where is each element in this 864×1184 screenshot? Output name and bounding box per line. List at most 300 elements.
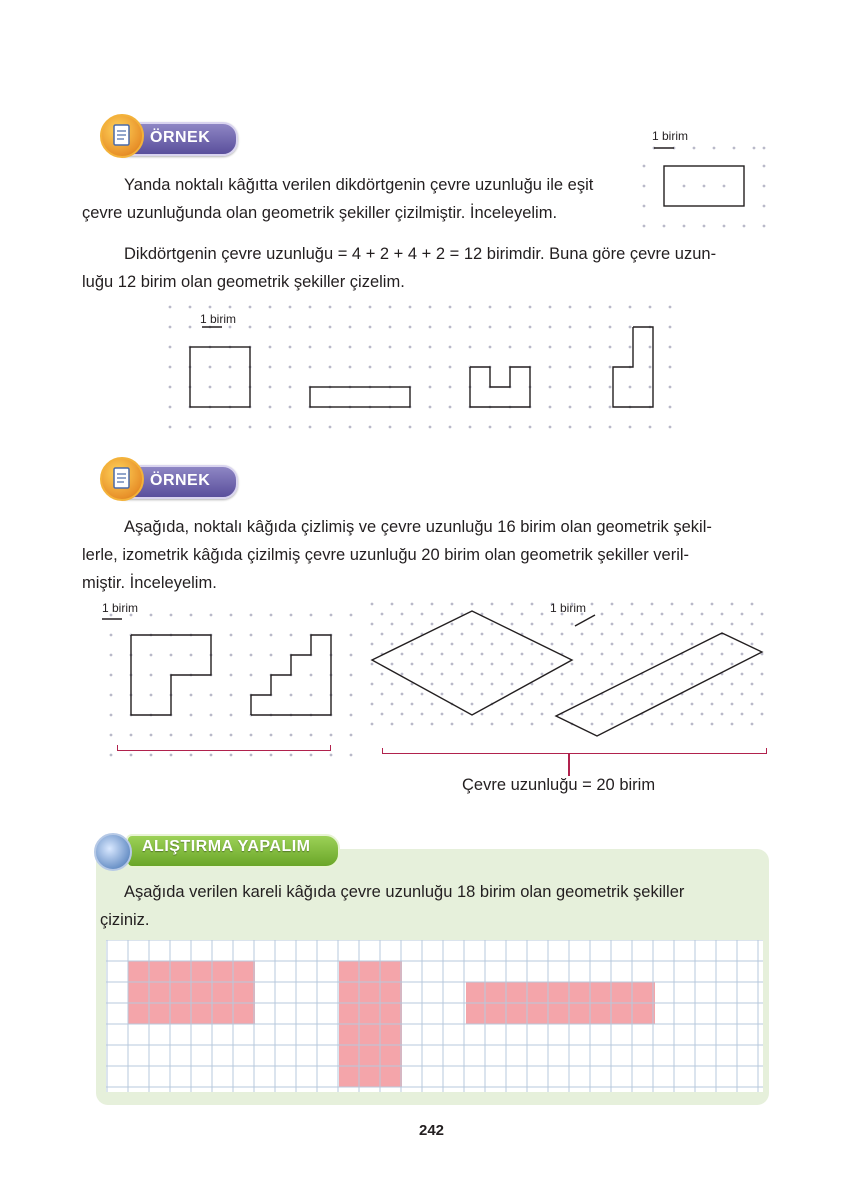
grid-dot <box>691 683 694 686</box>
grid-dot <box>449 346 452 349</box>
grid-dot <box>629 386 632 389</box>
grid-dot <box>250 634 253 637</box>
grid-dot <box>250 734 253 737</box>
grid-dot <box>389 366 392 369</box>
grid-dot <box>150 694 153 697</box>
grid-dot <box>481 693 484 696</box>
grid-dot <box>561 673 564 676</box>
grid-dot <box>110 694 113 697</box>
grid-dot <box>551 683 554 686</box>
grid-dot <box>529 306 532 309</box>
grid-dot <box>371 643 374 646</box>
grid-dot <box>609 406 612 409</box>
isometric-unit-label: 1 birim <box>550 601 587 615</box>
grid-dot <box>229 326 232 329</box>
grid-dot <box>631 703 634 706</box>
grid-dot <box>651 663 654 666</box>
grid-dot <box>549 406 552 409</box>
staircase-shape <box>251 635 331 715</box>
grid-dot <box>330 614 333 617</box>
grid-dot <box>290 734 293 737</box>
grid-dot <box>671 643 674 646</box>
grid-dot <box>671 623 674 626</box>
grid-dot <box>591 663 594 666</box>
grid-dot <box>371 623 374 626</box>
grid-dot <box>461 713 464 716</box>
grid-dot <box>551 703 554 706</box>
grid-dot <box>661 633 664 636</box>
grid-dot <box>691 603 694 606</box>
grid-dot <box>170 734 173 737</box>
long-rectangle-shape <box>310 387 410 407</box>
grid-dot <box>631 603 634 606</box>
grid-dot <box>190 754 193 757</box>
grid-dot <box>130 754 133 757</box>
grid-dot <box>649 426 652 429</box>
grid-dot <box>489 426 492 429</box>
grid-dot <box>209 366 212 369</box>
grid-dot <box>290 634 293 637</box>
grid-dot <box>611 663 614 666</box>
grid-dot <box>741 693 744 696</box>
grid-dot <box>651 643 654 646</box>
grid-dot <box>310 694 313 697</box>
grid-dot <box>711 683 714 686</box>
grid-dot <box>391 643 394 646</box>
grid-dot <box>461 693 464 696</box>
example-1-shapes-figure <box>160 300 690 440</box>
grid-dot <box>150 674 153 677</box>
example-2-text-line-3: miştir. İnceleyelim. <box>82 574 217 592</box>
grid-dot <box>601 653 604 656</box>
grid-dot <box>350 654 353 657</box>
grid-dot <box>591 603 594 606</box>
grid-dot <box>190 694 193 697</box>
grid-dot <box>369 346 372 349</box>
grid-dot <box>229 386 232 389</box>
grid-dot <box>110 754 113 757</box>
grid-dot <box>169 386 172 389</box>
grid-dot <box>270 614 273 617</box>
grid-dot <box>350 714 353 717</box>
grid-dot <box>589 326 592 329</box>
grid-dot <box>230 614 233 617</box>
grid-dot <box>330 734 333 737</box>
grid-dot <box>609 426 612 429</box>
grid-dot <box>449 406 452 409</box>
grid-dot <box>531 603 534 606</box>
grid-dot <box>661 613 664 616</box>
grid-dot <box>431 623 434 626</box>
grid-dot <box>681 633 684 636</box>
grid-dot <box>751 623 754 626</box>
grid-dot <box>371 703 374 706</box>
grid-dot <box>250 674 253 677</box>
grid-dot <box>569 386 572 389</box>
grid-dot <box>409 366 412 369</box>
grid-dot <box>511 663 514 666</box>
grid-dot <box>671 703 674 706</box>
grid-dot <box>541 713 544 716</box>
grid-dot <box>641 653 644 656</box>
grid-dot <box>531 623 534 626</box>
grid-dot <box>471 643 474 646</box>
grid-dot <box>421 693 424 696</box>
u-shape <box>470 367 530 407</box>
grid-dot <box>411 723 414 726</box>
grid-dot <box>461 673 464 676</box>
isometric-figure-bracket <box>382 748 767 754</box>
grid-dot <box>230 754 233 757</box>
square-grid-paper <box>106 940 763 1092</box>
grid-dot <box>671 683 674 686</box>
grid-dot <box>441 673 444 676</box>
grid-dot <box>509 306 512 309</box>
grid-dot <box>210 714 213 717</box>
grid-dot <box>189 326 192 329</box>
grid-dot <box>381 673 384 676</box>
grid-dot <box>329 346 332 349</box>
grid-dot <box>429 366 432 369</box>
isometric-dot-grid <box>371 603 764 726</box>
grid-dot <box>269 326 272 329</box>
grid-dot <box>701 633 704 636</box>
grid-dot <box>449 366 452 369</box>
grid-dot <box>110 674 113 677</box>
grid-dot <box>551 623 554 626</box>
l-block-shape <box>131 635 211 715</box>
grid-dot <box>411 663 414 666</box>
grid-dot <box>389 426 392 429</box>
grid-dot <box>671 603 674 606</box>
grid-dot <box>661 713 664 716</box>
grid-dot <box>409 426 412 429</box>
grid-dot <box>170 754 173 757</box>
grid-dot <box>381 633 384 636</box>
grid-dot <box>349 426 352 429</box>
grid-dot <box>731 663 734 666</box>
grid-dot <box>371 723 374 726</box>
grid-dot <box>601 633 604 636</box>
grid-dot <box>461 653 464 656</box>
grid-dot <box>451 603 454 606</box>
grid-dot <box>511 603 514 606</box>
grid-dot <box>561 693 564 696</box>
grid-dot <box>409 346 412 349</box>
grid-dot <box>569 406 572 409</box>
grid-dot <box>651 603 654 606</box>
example-1-text-line-1: Yanda noktalı kâğıtta verilen dikdörtgenin çevre uzunluğu ile eşit <box>124 176 594 194</box>
grid-dot <box>591 623 594 626</box>
clipboard-icon <box>100 114 144 158</box>
grid-dot <box>761 713 764 716</box>
grid-dot <box>489 326 492 329</box>
grid-dot <box>249 426 252 429</box>
grid-dot <box>589 306 592 309</box>
grid-dot <box>270 634 273 637</box>
grid-dot <box>391 663 394 666</box>
grid-dot <box>661 673 664 676</box>
example-2-text-line-1: Aşağıda, noktalı kâğıda çizlimiş ve çevre uzunluğu 16 birim olan geometrik şekil- <box>124 518 712 536</box>
grid-dot <box>581 653 584 656</box>
grid-dot <box>411 703 414 706</box>
grid-dot <box>429 426 432 429</box>
grid-dot <box>511 643 514 646</box>
grid-dot <box>589 406 592 409</box>
grid-dot <box>529 326 532 329</box>
grid-dot <box>269 366 272 369</box>
grid-dot <box>569 326 572 329</box>
grid-dot <box>329 366 332 369</box>
grid-dot <box>329 426 332 429</box>
grid-dot <box>250 614 253 617</box>
grid-dot <box>369 306 372 309</box>
grid-dot <box>501 633 504 636</box>
grid-dot <box>230 714 233 717</box>
grid-dot <box>521 613 524 616</box>
grid-dot <box>429 326 432 329</box>
grid-dot <box>629 426 632 429</box>
grid-dot <box>401 653 404 656</box>
grid-dot <box>611 623 614 626</box>
grid-dot <box>289 406 292 409</box>
grid-dot <box>601 673 604 676</box>
grid-dot <box>611 723 614 726</box>
grid-dot <box>681 713 684 716</box>
grid-dot <box>609 306 612 309</box>
grid-dot <box>229 426 232 429</box>
grid-dot <box>491 723 494 726</box>
grid-dot <box>711 623 714 626</box>
grid-dot <box>289 346 292 349</box>
grid-dot <box>549 346 552 349</box>
grid-dot <box>381 613 384 616</box>
grid-dot <box>431 643 434 646</box>
grid-dot <box>290 694 293 697</box>
grid-dot <box>731 623 734 626</box>
grid-dot <box>731 683 734 686</box>
grid-dot <box>449 426 452 429</box>
practice-text-line-2: çiziniz. <box>100 911 150 929</box>
grid-dot <box>401 713 404 716</box>
grid-dot <box>431 603 434 606</box>
grid-dot <box>549 366 552 369</box>
grid-dot <box>481 653 484 656</box>
grid-dot <box>330 754 333 757</box>
grid-dot <box>631 663 634 666</box>
grid-dot <box>711 663 714 666</box>
grid-dot <box>511 703 514 706</box>
example-badge-label: ÖRNEK <box>150 472 211 489</box>
grid-dot <box>711 603 714 606</box>
grid-dot <box>491 643 494 646</box>
grid-dot <box>421 613 424 616</box>
grid-dot <box>110 714 113 717</box>
grid-dot <box>381 713 384 716</box>
grid-dot <box>169 326 172 329</box>
grid-dot <box>230 694 233 697</box>
grid-dot <box>309 346 312 349</box>
grid-dot <box>451 643 454 646</box>
grid-dot <box>349 326 352 329</box>
grid-dot <box>641 633 644 636</box>
grid-dot <box>471 703 474 706</box>
grid-dot <box>651 683 654 686</box>
grid-dot <box>501 653 504 656</box>
grid-dot <box>411 623 414 626</box>
globe-icon <box>94 833 132 871</box>
grid-dot <box>691 663 694 666</box>
grid-dot <box>649 306 652 309</box>
grid-dot <box>441 653 444 656</box>
grid-dot <box>569 366 572 369</box>
grid-dot <box>169 406 172 409</box>
perimeter-note: Çevre uzunluğu = 20 birim <box>462 776 656 794</box>
grid-dot <box>601 713 604 716</box>
grid-dot <box>671 723 674 726</box>
grid-dot <box>469 306 472 309</box>
grid-dot <box>310 754 313 757</box>
shapes-unit-label: 1 birim <box>200 312 237 326</box>
grid-dot <box>609 366 612 369</box>
dotted-paper-figure <box>100 596 360 761</box>
grid-dot <box>621 673 624 676</box>
grid-dot <box>401 673 404 676</box>
grid-dot <box>421 713 424 716</box>
grid-dot <box>350 694 353 697</box>
grid-dot <box>489 346 492 349</box>
grid-dot <box>310 614 313 617</box>
grid-dot <box>449 306 452 309</box>
grid-dot <box>551 643 554 646</box>
grid-dot <box>549 386 552 389</box>
grid-dot <box>369 326 372 329</box>
grid-dot <box>521 673 524 676</box>
grid-dot <box>350 674 353 677</box>
grid-dot <box>381 693 384 696</box>
grid-dot <box>371 603 374 606</box>
grid-dot <box>289 386 292 389</box>
grid-dot <box>529 426 532 429</box>
grid-dot <box>371 683 374 686</box>
grid-dot <box>210 754 213 757</box>
grid-dot <box>581 633 584 636</box>
page-number: 242 <box>419 1122 445 1139</box>
grid-dot <box>369 366 372 369</box>
grid-dot <box>310 674 313 677</box>
grid-dot <box>230 734 233 737</box>
grid-dot <box>541 693 544 696</box>
grid-dot <box>631 723 634 726</box>
grid-dot <box>469 326 472 329</box>
grid-dot <box>391 683 394 686</box>
grid-dot <box>751 723 754 726</box>
grid-dot <box>169 366 172 369</box>
grid-dot <box>731 603 734 606</box>
grid-dot <box>210 614 213 617</box>
example-badge-label: ÖRNEK <box>150 129 211 146</box>
grid-dot <box>310 734 313 737</box>
grid-dot <box>621 693 624 696</box>
grid-dot <box>549 306 552 309</box>
grid-dot <box>571 663 574 666</box>
grid-dot <box>449 326 452 329</box>
grid-dot <box>509 426 512 429</box>
grid-dot <box>701 713 704 716</box>
grid-dot <box>721 713 724 716</box>
grid-dot <box>350 614 353 617</box>
grid-dot <box>669 346 672 349</box>
grid-dot <box>611 703 614 706</box>
grid-dot <box>511 623 514 626</box>
grid-dot <box>489 306 492 309</box>
grid-dot <box>289 426 292 429</box>
grid-dot <box>701 673 704 676</box>
grid-dot <box>591 723 594 726</box>
grid-dot <box>631 623 634 626</box>
grid-dot <box>289 306 292 309</box>
grid-dot <box>609 386 612 389</box>
grid-dot <box>531 723 534 726</box>
grid-dot <box>641 693 644 696</box>
grid-dot <box>521 713 524 716</box>
grid-dot <box>721 653 724 656</box>
grid-dot <box>469 346 472 349</box>
grid-dot <box>511 683 514 686</box>
grid-dot <box>431 703 434 706</box>
grid-dot <box>669 326 672 329</box>
grid-dot <box>591 703 594 706</box>
grid-dot <box>429 406 432 409</box>
grid-dot <box>391 623 394 626</box>
grid-dot <box>189 426 192 429</box>
grid-dot <box>371 663 374 666</box>
grid-dot <box>441 633 444 636</box>
grid-dot <box>501 693 504 696</box>
grid-dot <box>571 683 574 686</box>
grid-dot <box>631 643 634 646</box>
grid-dot <box>349 306 352 309</box>
grid-dot <box>711 723 714 726</box>
grid-dot <box>229 366 232 369</box>
grid-dot <box>471 603 474 606</box>
grid-dot <box>761 673 764 676</box>
grid-dot <box>409 326 412 329</box>
grid-dot <box>589 386 592 389</box>
grid-dot <box>269 386 272 389</box>
grid-dot <box>289 366 292 369</box>
grid-dot <box>110 654 113 657</box>
grid-dot <box>761 693 764 696</box>
grid-dot <box>761 633 764 636</box>
grid-dot <box>329 326 332 329</box>
grid-dot <box>501 713 504 716</box>
grid-dot <box>541 613 544 616</box>
grid-dot <box>571 623 574 626</box>
grid-dot <box>369 426 372 429</box>
grid-dot <box>691 643 694 646</box>
grid-dot <box>551 663 554 666</box>
grid-dot <box>581 713 584 716</box>
grid-dot <box>701 653 704 656</box>
grid-dot <box>609 346 612 349</box>
grid-dot <box>621 653 624 656</box>
grid-dot <box>741 613 744 616</box>
grid-dot <box>110 734 113 737</box>
grid-dot <box>309 326 312 329</box>
grid-dot <box>391 723 394 726</box>
grid-dot <box>270 654 273 657</box>
